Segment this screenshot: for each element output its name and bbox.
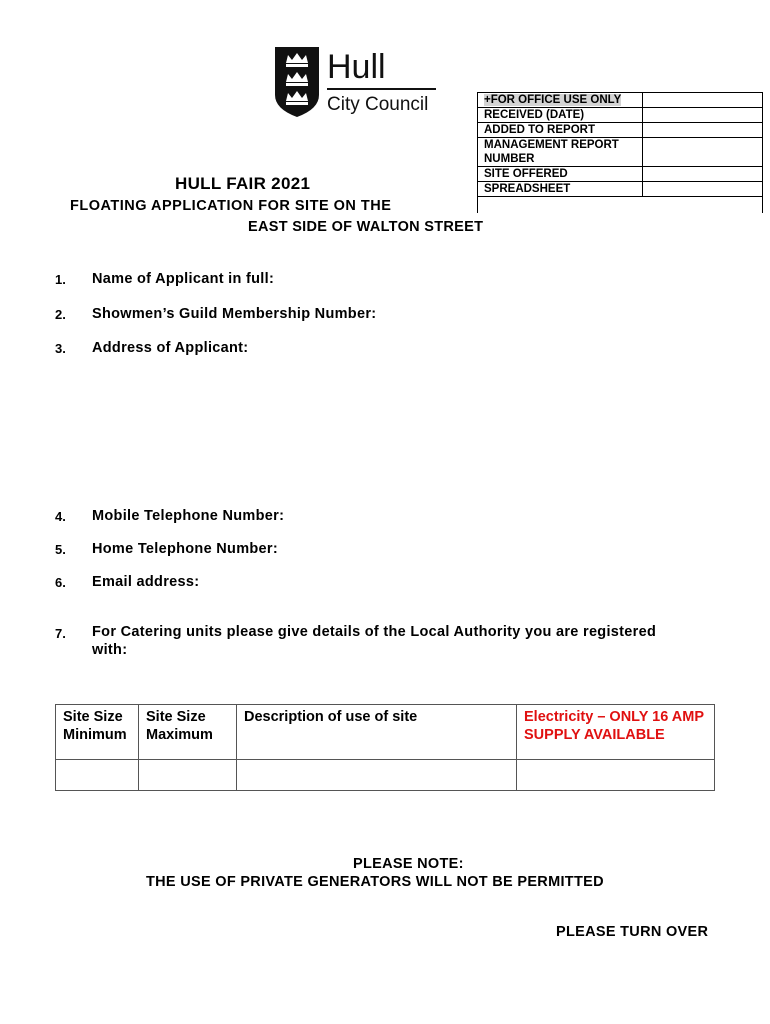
office-row — [478, 108, 762, 123]
note-generators: THE USE OF PRIVATE GENERATORS WILL NOT BE PERMITTED — [146, 874, 604, 890]
office-label: SPREADSHEET — [478, 182, 643, 197]
question-number: 4. — [55, 509, 66, 524]
office-row — [478, 123, 762, 138]
question-number: 5. — [55, 542, 66, 557]
office-value-field[interactable] — [643, 138, 763, 167]
header-description: Description of use of site — [237, 705, 517, 760]
question-mobile-phone: Mobile Telephone Number: — [92, 508, 285, 524]
office-row — [478, 93, 762, 108]
question-guild-membership: Showmen’s Guild Membership Number: — [92, 306, 377, 322]
question-number: 7. — [55, 626, 66, 641]
subtitle-line-1: FLOATING APPLICATION FOR SITE ON THE — [70, 198, 392, 214]
office-row — [478, 138, 762, 167]
office-label: ADDED TO REPORT — [478, 123, 643, 138]
table-row — [56, 760, 715, 791]
office-value-field[interactable] — [643, 182, 763, 197]
question-catering-authority: For Catering units please give details of the Local Authority you are registered with: — [92, 624, 657, 658]
header-electricity: Electricity – ONLY 16 AMP SUPPLY AVAILABLE — [517, 705, 715, 760]
note-heading: PLEASE NOTE: — [353, 856, 464, 872]
site-details-table — [55, 704, 715, 791]
office-value-field[interactable] — [643, 108, 763, 123]
office-value-field[interactable] — [643, 167, 763, 182]
site-size-maximum-field[interactable] — [139, 760, 237, 791]
question-home-phone: Home Telephone Number: — [92, 541, 278, 557]
office-label: +FOR OFFICE USE ONLY — [478, 93, 643, 108]
header-site-size-maximum: Site Size Maximum — [139, 705, 237, 760]
question-number: 2. — [55, 307, 66, 322]
header-site-size-minimum: Site Size Minimum — [56, 705, 139, 760]
page-title: HULL FAIR 2021 — [175, 174, 311, 193]
office-label: RECEIVED (DATE) — [478, 108, 643, 123]
question-number: 1. — [55, 272, 66, 287]
question-email: Email address: — [92, 574, 200, 590]
office-value-field[interactable] — [643, 123, 763, 138]
question-address: Address of Applicant: — [92, 340, 249, 356]
site-size-minimum-field[interactable] — [56, 760, 139, 791]
office-use-table — [477, 92, 763, 213]
office-label: MANAGEMENT REPORT NUMBER — [478, 138, 643, 167]
please-turn-over: PLEASE TURN OVER — [556, 924, 709, 940]
logo-city-council-text: City Council — [327, 94, 429, 115]
office-row — [478, 167, 762, 182]
subtitle-line-2: EAST SIDE OF WALTON STREET — [248, 219, 484, 235]
table-header-row — [56, 705, 715, 760]
hull-city-council-logo — [275, 47, 440, 117]
three-crowns-crest-icon — [275, 47, 319, 117]
office-label: SITE OFFERED — [478, 167, 643, 182]
question-number: 6. — [55, 575, 66, 590]
question-applicant-name: Name of Applicant in full: — [92, 271, 275, 287]
description-field[interactable] — [237, 760, 517, 791]
office-row — [478, 182, 762, 197]
question-number: 3. — [55, 341, 66, 356]
electricity-field[interactable] — [517, 760, 715, 791]
office-value-field[interactable] — [643, 93, 763, 108]
logo-divider — [327, 88, 436, 90]
logo-hull-text: Hull — [327, 48, 386, 86]
